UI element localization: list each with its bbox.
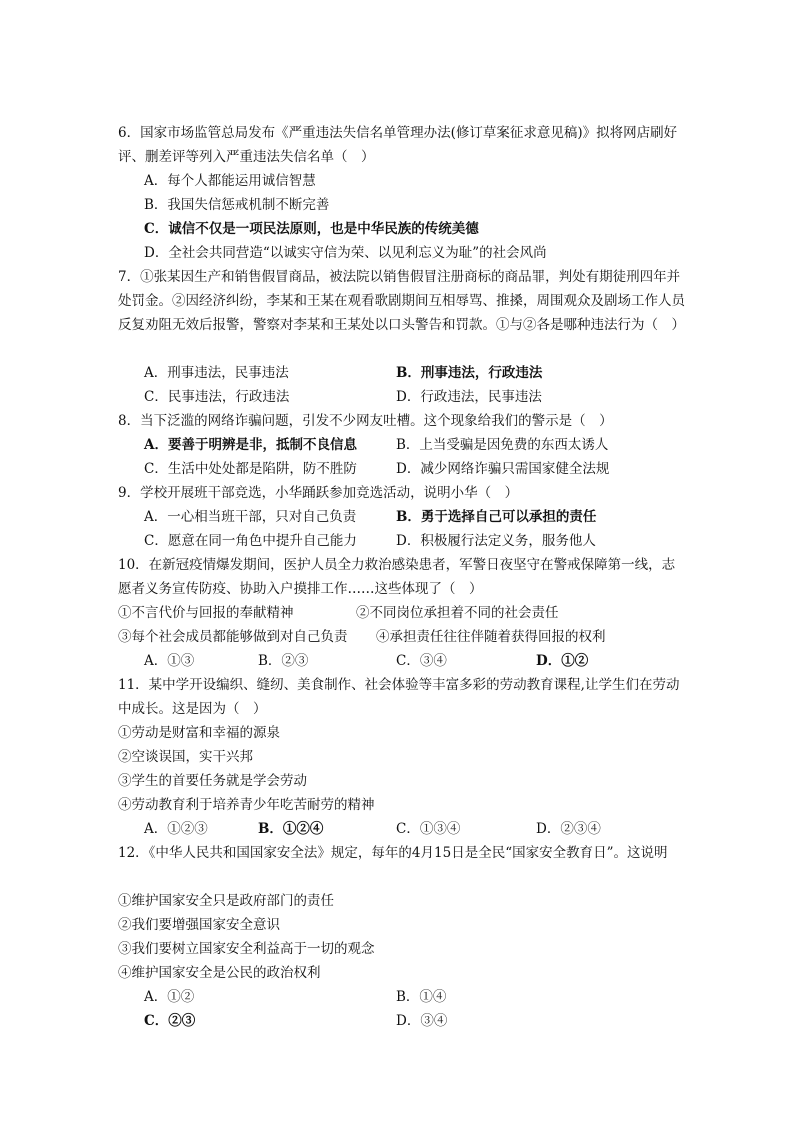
q11-statement-4: ④劳动教育利于培养青少年吃苦耐劳的精神	[118, 797, 375, 813]
q6-option-c: C．诚信不仅是一项民法原则，也是中华民族的传统美德	[144, 221, 479, 237]
q10-statement-2: ②不同岗位承担着不同的社会责任	[356, 605, 559, 621]
q12-option-d: D．③④	[396, 1013, 448, 1029]
q8-stem: 8．当下泛滥的网络诈骗问题，引发不少网友吐槽。这个现象给我们的警示是（ ）	[118, 413, 613, 429]
q11-statement-2: ②空谈误国，实干兴邦	[118, 749, 253, 765]
q6-option-d: D．全社会共同营造“以诚实守信为荣、以见利忘义为耻”的社会风尚	[144, 245, 547, 261]
q12-option-c: C．②③	[144, 1013, 196, 1029]
q12-statement-1: ①维护国家安全只是政府部门的责任	[118, 893, 334, 909]
q12-statement-4: ④维护国家安全是公民的政治权利	[118, 965, 321, 981]
q12-statement-2: ②我们要增强国家安全意识	[118, 917, 280, 933]
q10-statement-3: ③每个社会成员都能够做到对自己负责	[118, 629, 348, 645]
q11-option-b: B．①②④	[258, 821, 324, 837]
q7-option-b: B．刑事违法，行政违法	[396, 365, 543, 381]
q10-option-c: C．③④	[396, 653, 447, 669]
q12-option-a: A．①②	[144, 989, 195, 1005]
q10-option-b: B．②③	[258, 653, 309, 669]
q9-stem: 9．学校开展班干部竞选，小华踊跃参加竞选活动，说明小华（ ）	[118, 485, 519, 501]
q11-stem: 11．某中学开设编织、缝纫、美食制作、社会体验等丰富多彩的劳动教育课程,让学生们在劳动中成长。这是因为（ ）	[118, 677, 680, 717]
q8-option-b: B．上当受骗是因免费的东西太诱人	[396, 437, 609, 453]
q11-option-c: C．①③④	[396, 821, 461, 837]
q8-option-d: D．减少网络诈骗只需国家健全法规	[396, 461, 610, 477]
q10-option-d: D．①②	[536, 653, 589, 669]
q7-option-a: A．刑事违法，民事违法	[144, 365, 289, 381]
q12-statement-3: ③我们要树立国家安全利益高于一切的观念	[118, 941, 375, 957]
q11-statement-3: ③学生的首要任务就是学会劳动	[118, 773, 307, 789]
q10-option-a: A．①③	[144, 653, 195, 669]
q6-option-a: A．每个人都能运用诚信智慧	[144, 173, 316, 189]
q7-option-d: D．行政违法，民事违法	[396, 389, 542, 405]
q6-stem: 6．国家市场监管总局发布《严重违法失信名单管理办法(修订草案征求意见稿)》拟将网店刷好评、删差评等列入严重违法失信名单（ ）	[118, 125, 678, 165]
q9-option-b: B．勇于选择自己可以承担的责任	[396, 509, 597, 525]
q10-stem: 10．在新冠疫情爆发期间，医护人员全力救治感染患者，军警日夜坚守在警戒保障第一线，志愿者义务宣传防疫、协助入户摸排工作……这些体现了（ ）	[118, 557, 676, 597]
q9-option-c: C．愿意在同一角色中提升自己能力	[144, 533, 357, 549]
q7-option-c: C．民事违法，行政违法	[144, 389, 290, 405]
q10-statement-4: ④承担责任往往伴随着获得回报的权利	[376, 629, 606, 645]
q8-option-c: C．生活中处处都是陷阱，防不胜防	[144, 461, 357, 477]
q10-statement-1: ①不言代价与回报的奉献精神	[118, 605, 294, 621]
q11-statement-1: ①劳动是财富和幸福的源泉	[118, 725, 280, 741]
q7-stem: 7．①张某因生产和销售假冒商品，被法院以销售假冒注册商标的商品罪，判处有期徒刑四年并处罚金。②因经济纠纷，李某和王某在观看歌剧期间互相辱骂、推搡，周围观众及剧场工作人员反复劝阻无效后报警，警察对李某和王某处以口头警告和罚款。①与②各是哪种违法行为（ ）	[118, 269, 685, 333]
q11-option-a: A．①②③	[144, 821, 208, 837]
q9-option-a: A．一心相当班干部，只对自己负责	[144, 509, 357, 525]
q12-option-b: B．①④	[396, 989, 447, 1005]
q11-option-d: D．②③④	[536, 821, 601, 837]
q12-stem: 12．《中华人民共和国国家安全法》规定，每年的4月15日是全民“国家安全教育日”。这说明	[118, 845, 668, 861]
q9-option-d: D．积极履行法定义务，服务他人	[396, 533, 596, 549]
q6-option-b: B．我国失信惩戒机制不断完善	[144, 197, 330, 213]
q8-option-a: A．要善于明辨是非，抵制不良信息	[144, 437, 357, 453]
